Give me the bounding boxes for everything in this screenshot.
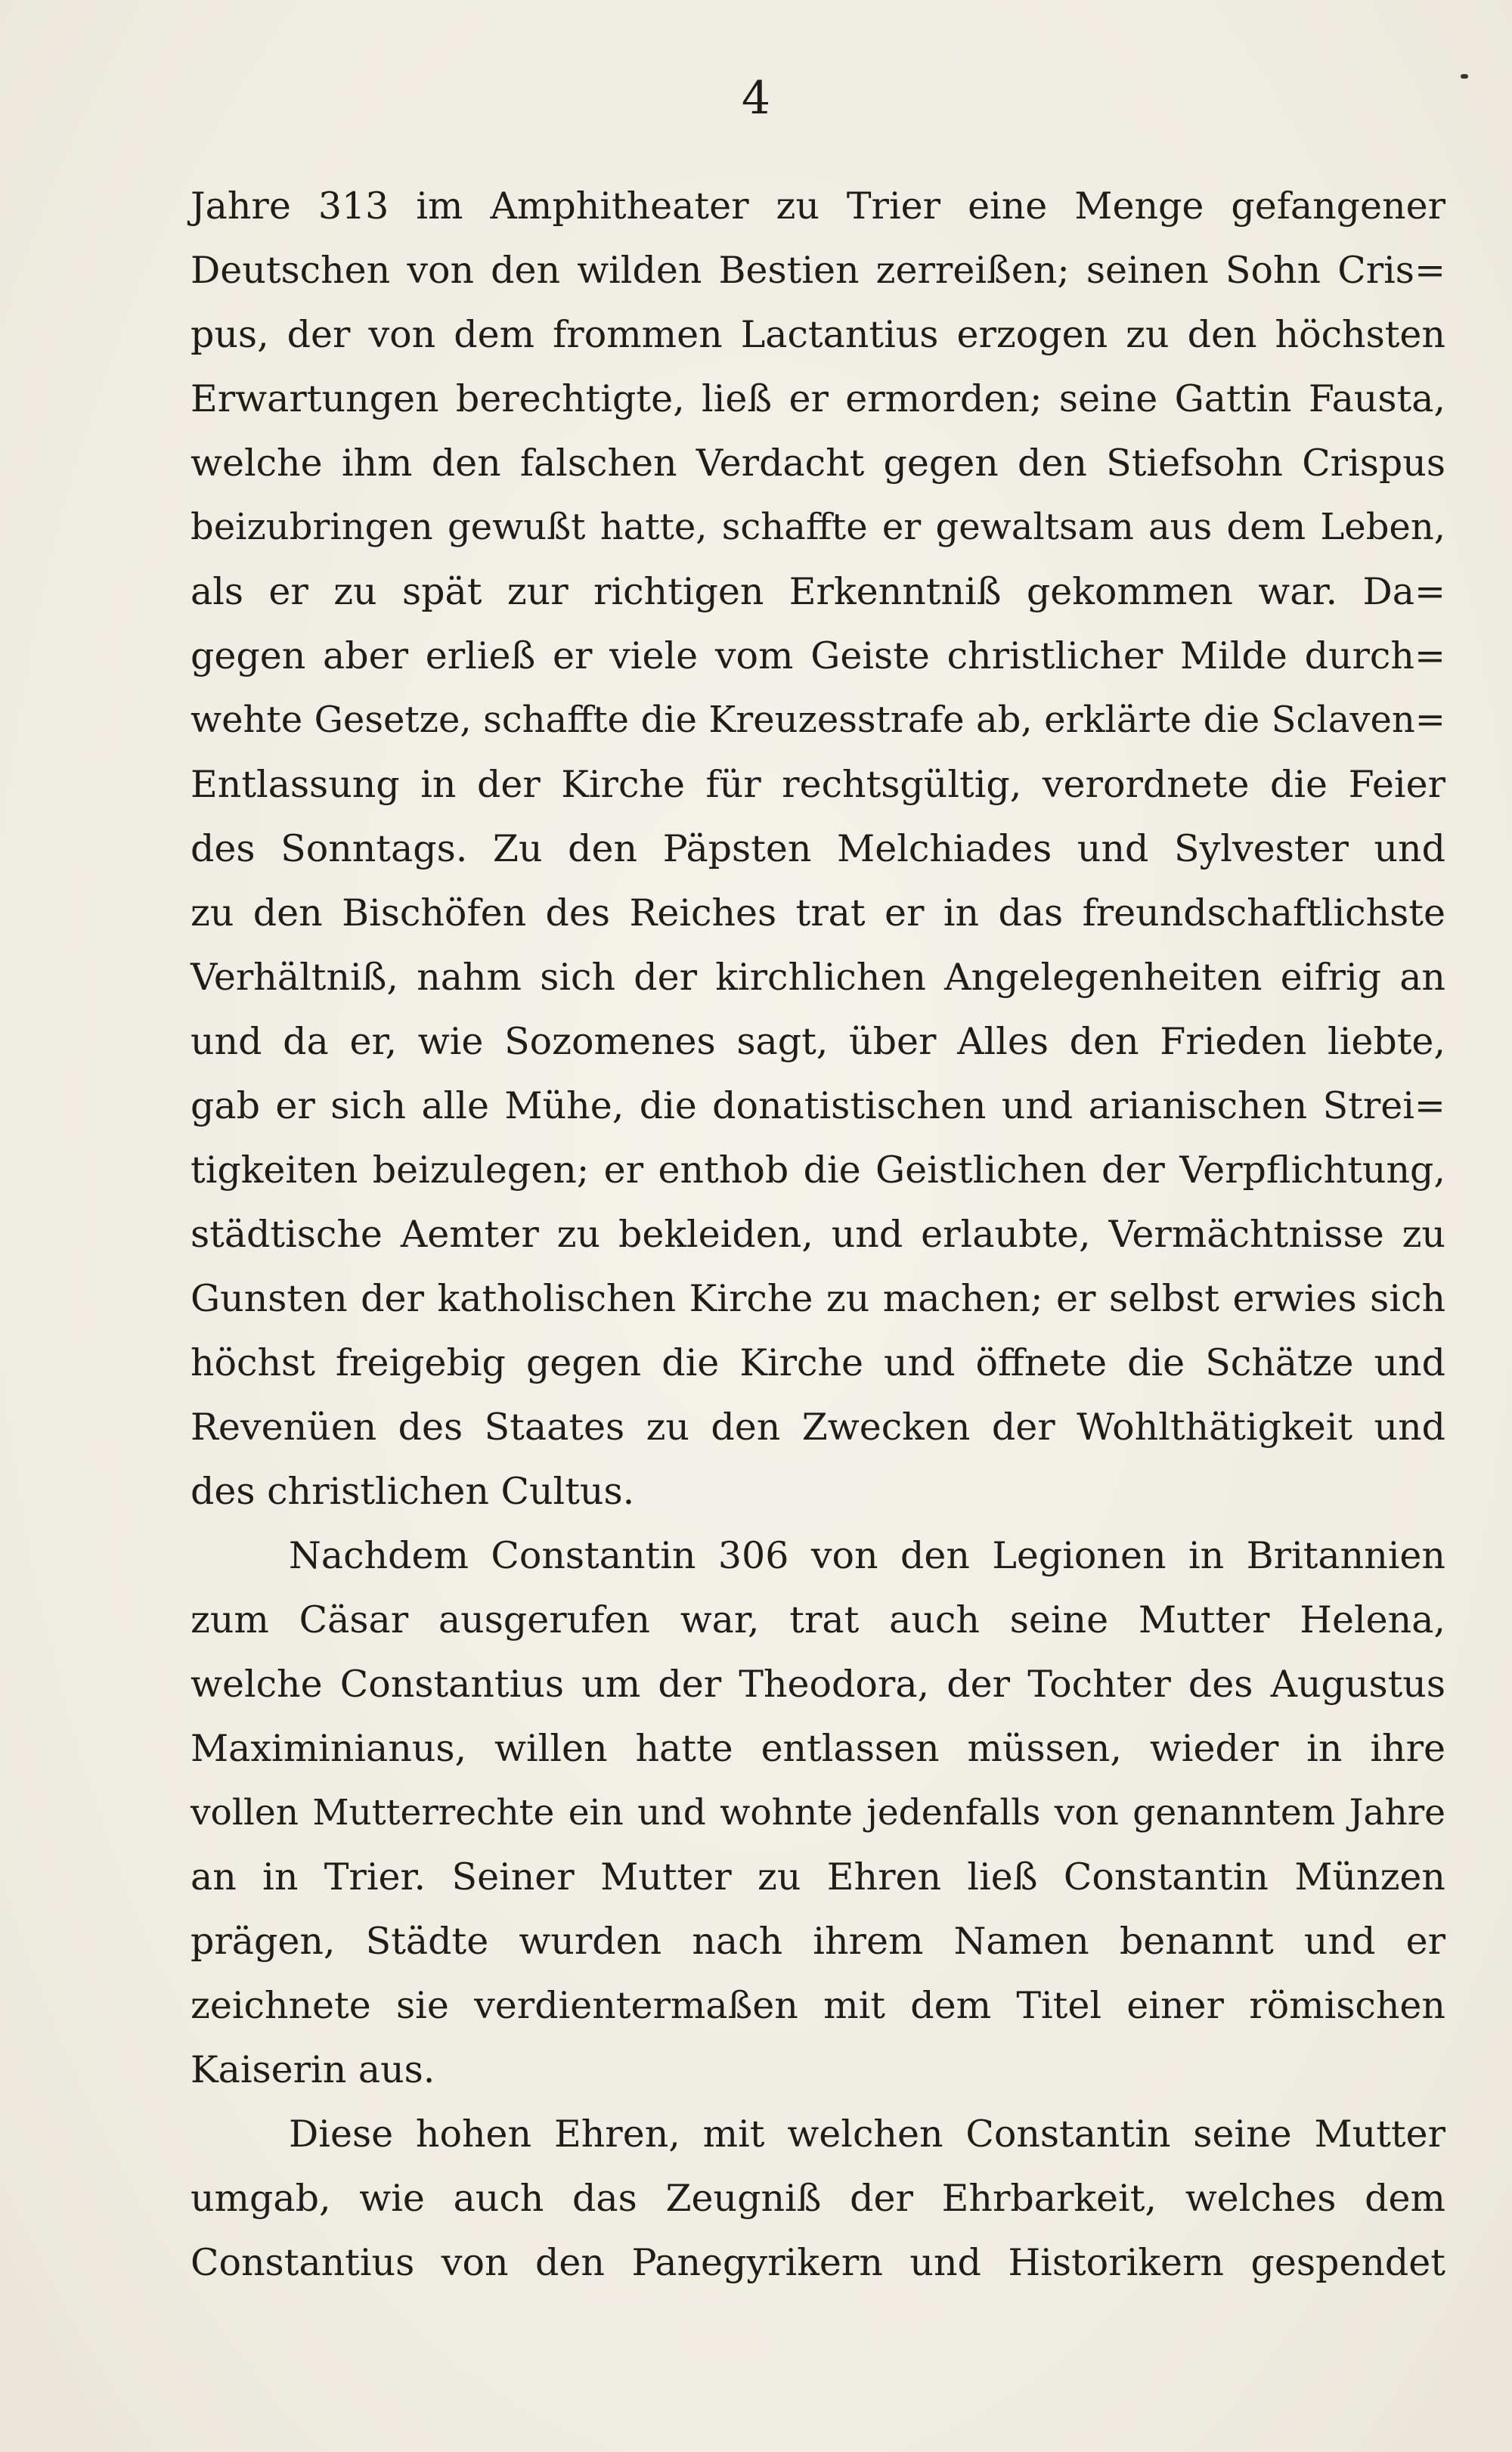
text-line: umgab, wie auch das Zeugniß der Ehrbarkeit, welches dem [191,2177,1445,2220]
text-line: Verhältniß, nahm sich der kirchlichen Angelegenheiten eifrig an [191,956,1445,999]
text-line: Constantius von den Panegyrikern und Historikern gespendet [191,2241,1445,2284]
text-line: als er zu spät zur richtigen Erkenntniß gekommen war. Da= [191,570,1445,613]
text-line: an in Trier. Seiner Mutter zu Ehren ließ Constantin Münzen [191,1855,1445,1899]
text-line: Revenüen des Staates zu den Zwecken der Wohlthätigkeit und [191,1406,1445,1449]
text-line: zum Cäsar ausgerufen war, trat auch seine Mutter Helena, [191,1598,1445,1641]
text-line: Erwartungen berechtigte, ließ er ermorden; seine Gattin Fausta, [191,377,1445,420]
text-line: prägen, Städte wurden nach ihrem Namen benannt und er [191,1920,1445,1963]
text-line: vollen Mutterrechte ein und wohnte jedenfalls von genanntem Jahre [191,1792,1445,1834]
text-line: pus, der von dem frommen Lactantius erzogen zu den höchsten [191,313,1445,356]
text-line: beizubringen gewußt hatte, schaffte er gewaltsam aus dem Leben, [191,506,1445,548]
page-number: 4 [741,72,771,125]
text-line: Diese hohen Ehren, mit welchen Constantin seine Mutter [289,2113,1445,2156]
text-line: welche Constantius um der Theodora, der Tochter des Augustus [191,1663,1445,1706]
text-line: zeichnete sie verdientermaßen mit dem Titel einer römischen [191,1984,1445,2027]
text-line: gab er sich alle Mühe, die donatistischen und arianischen Strei= [191,1084,1445,1127]
body-text [191,174,1445,2295]
text-line: wehte Gesetze, schaffte die Kreuzesstrafe ab, erklärte die Sclaven= [191,699,1445,741]
text-line: Maximinianus, willen hatte entlassen müssen, wieder in ihre [191,1727,1445,1770]
text-line: städtische Aemter zu bekleiden, und erlaubte, Vermächtnisse zu [191,1213,1445,1256]
text-line: Gunsten der katholischen Kirche zu machen; er selbst erwies sich [191,1277,1445,1320]
text-line: höchst freigebig gegen die Kirche und öffnete die Schätze und [191,1341,1445,1384]
text-line: Deutschen von den wilden Bestien zerreißen; seinen Sohn Cris= [191,249,1445,292]
text-line: Kaiserin aus. [191,2048,435,2091]
text-line: und da er, wie Sozomenes sagt, über Alles den Frieden liebte, [191,1020,1445,1063]
text-line: Entlassung in der Kirche für rechtsgültig, verordnete die Feier [191,763,1445,806]
text-line: tigkeiten beizulegen; er enthob die Geistlichen der Verpflichtung, [191,1149,1445,1192]
text-line: Nachdem Constantin 306 von den Legionen in Britannien [289,1534,1445,1577]
text-line: gegen aber erließ er viele vom Geiste christlicher Milde durch= [191,634,1445,677]
text-line: welche ihm den falschen Verdacht gegen den Stiefsohn Crispus [191,442,1445,485]
text-line: des Sonntags. Zu den Päpsten Melchiades und Sylvester und [191,827,1445,870]
text-line: des christlichen Cultus. [191,1470,635,1513]
text-line: zu den Bischöfen des Reiches trat er in das freundschaftlichste [191,891,1445,935]
text-line: Jahre 313 im Amphitheater zu Trier eine Menge gefangener [191,184,1445,228]
